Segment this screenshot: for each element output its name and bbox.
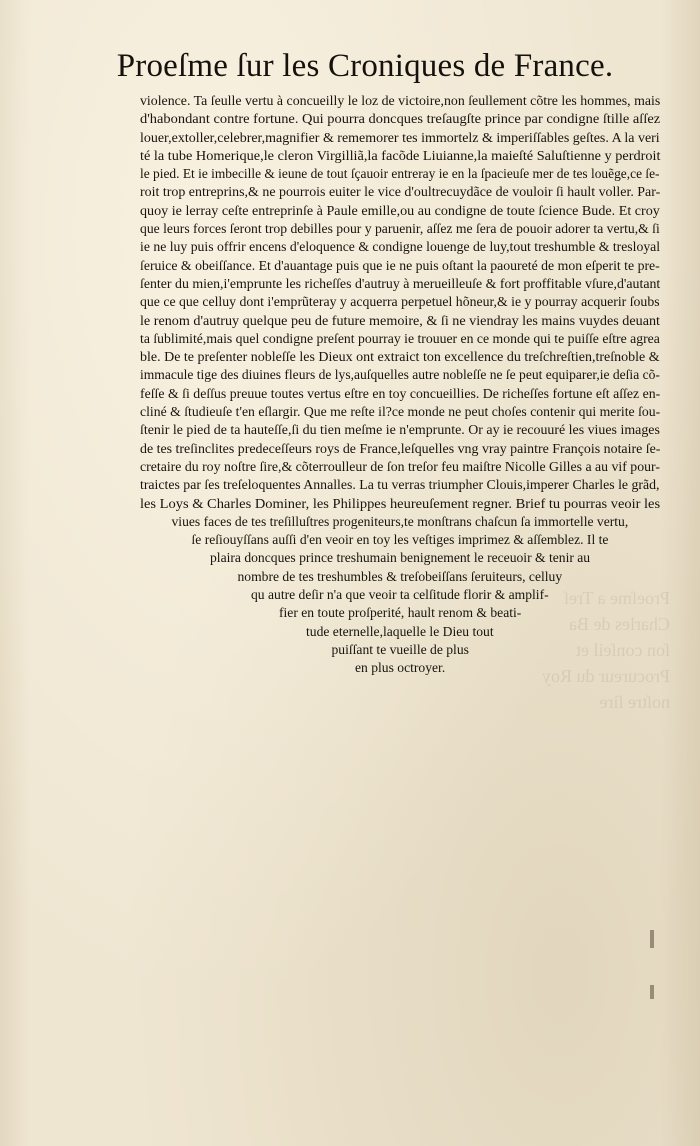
margin-mark <box>650 985 654 999</box>
text-line: nombre de tes treshumbles & treſobeiſſans ſeruiteurs, celluy <box>237 568 563 584</box>
margin-mark <box>650 930 654 948</box>
text-line: quoy ie lerray ceſte entreprinſe à Paule emille,ou au condigne de toute ſcience Bude. Et croy <box>140 202 660 218</box>
text-line: roit trop entreprins,& ne pourrois euiter le vice d'oultrecuydãce de vouloir ſi hault voller. Par- <box>140 184 661 200</box>
text-line: immacule tige des diuines fleurs de lys,auſquelles autre nobleſſe ne ſe peut equiparer,ie deſia cõ- <box>140 367 660 383</box>
text-line: louer,extoller,celebrer,magnifier & rememorer tes immortelz & imperiſſables geſtes. A la veri <box>140 129 660 145</box>
text-line: en plus octroyer. <box>355 660 446 676</box>
text-line: tude eternelle,laquelle le Dieu tout <box>306 623 494 639</box>
text-line: de tes treſinclites predeceſſeurs roys de France,leſquelles vng vray paintre François notaire ſe- <box>140 440 661 456</box>
text-line: cretaire du roy noſtre ſire,& cõterroulleur de ſon treſor feu maiſtre Nicolle Gilles a au vif pour- <box>140 458 660 474</box>
text-line: viues faces de tes treſilluſtres progeniteurs,te monſtrans chaſcun ſa immortelle vertu, <box>171 513 629 529</box>
text-line: d'habondant contre fortune. Qui pourra doncques treſaugſte prince par condigne ſtille aſſez <box>140 111 661 127</box>
text-line: traictes par ſes treſeloquentes Annalles. La tu verras triumpher Clouis,imperer Charles le grãd, <box>140 477 660 493</box>
text-line: les Loys & Charles Dominer, les Philippes heureuſement regner. Brief tu pourras veoir les <box>140 495 661 511</box>
text-line: ie ne luy puis offrir encens d'eloquence & condigne louenge de luy,tout treshumble & tresloyal <box>140 239 661 255</box>
text-line: plaira doncques prince treshumain benignement le receuoir & tenir au <box>210 550 591 566</box>
text-line: qu autre deſir n'a que veoir ta celſitude florir & amplif- <box>251 587 549 603</box>
text-line: ſenter du mien,i'emprunte les richeſſes d'autruy à merueilleuſe & fort proffitable vſure,d'autant <box>140 275 661 291</box>
text-line: violence. Ta ſeulle vertu à concueilly le loz de victoire,non ſeullement cõtre les hommes, mais <box>140 93 661 108</box>
text-line: que leurs forces ſeront trop debilles pour y paruenir, aſſez me ſera de pouoir adorer ta vertu,& ſi <box>140 221 660 237</box>
text-line: ſe reſiouyſſans auſſi d'en veoir en toy les veſtiges imprimez & aſſemblez. Il te <box>191 532 609 548</box>
text-line: puiſſant te vueille de plus <box>331 641 469 657</box>
page-title: Proeſme ſur les Croniques de France. <box>116 48 614 84</box>
text-line: ble. De te preſenter nobleſſe les Dieux ont extraict ton excellence du treſchreſtien,treſnoble & <box>140 349 660 365</box>
text-line: fier en toute proſperité, hault renom & beati- <box>279 605 522 621</box>
text-line: ta ſublimité,mais quel condigne preſent pourray ie trouuer en ce monde qui te puiſſe eſtre agrea <box>140 330 660 346</box>
text-line: le renom d'autruy quelque peu de future memoire, & ſi ne viendray les mains vuydes deuant <box>140 312 660 328</box>
show-through-text: Proeſme a Treſ Charles de Ba ſon conſeil et Procureur du Roy noſtre ſire <box>542 588 670 712</box>
text-line: ſeruice & obeiſſance. Et d'auantage puis que ie ne puis oſtant la paoureté de mon eſperit te pre- <box>140 257 660 273</box>
text-line: cliné & ſtudieuſe t'en eſlargir. Que me reſte il?ce monde ne peut choſes contenir qui merite ſou- <box>140 404 661 420</box>
text-line: feſſe & ſi deſſus preuue toutes vertus eſtre en toy concueillies. De richeſſes fortune eſt aſſez en- <box>140 385 661 401</box>
body-text <box>140 92 660 678</box>
text-line: que ce que celluy dont i'emprũteray y acquerra perpetuel hõneur,& ie y pourray acquerir ſoubs <box>140 294 660 310</box>
text-line: té la tube Homerique,le cleron Virgilliã,la facõde Liuianne,la maieſté Saluſtienne y perdroit <box>140 147 661 163</box>
text-line: ſtenir le pied de ta hauteſſe,ſi du tien meſme ie n'emprunte. Or ay ie recouuré les viues images <box>140 422 660 438</box>
text-line: le pied. Et ie imbecille & ieune de tout ſçauoir entreray ie en la ſpacieuſe mer de tes louẽge,ce ſe- <box>140 166 660 182</box>
